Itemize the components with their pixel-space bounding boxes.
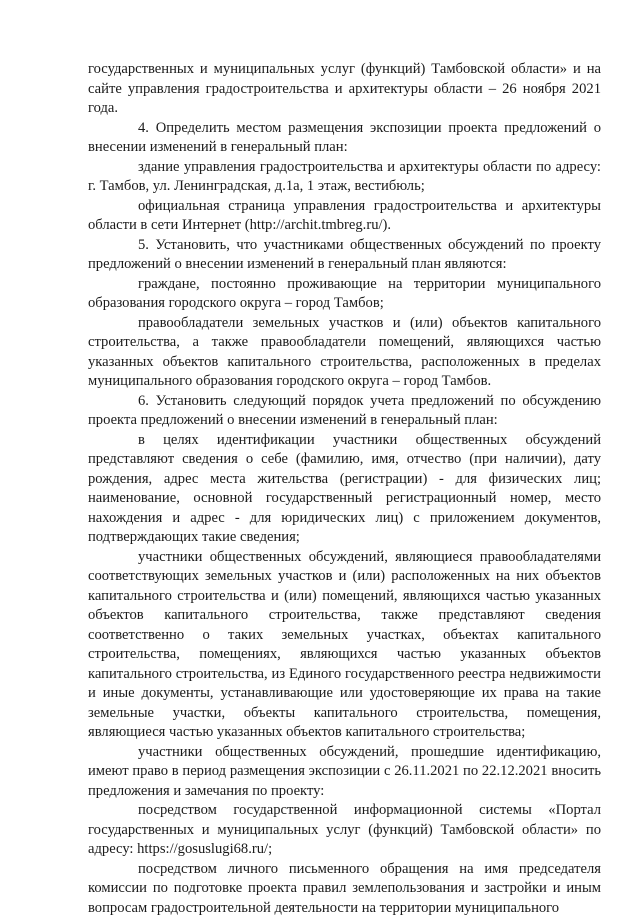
paragraph-item-6: 6. Установить следующий порядок учета предложений по обсуждению проекта предложений о внесении изменений в генеральный план: xyxy=(88,392,601,431)
paragraph-item-5: 5. Установить, что участниками общественных обсуждений по проекту предложений о внесении изменений в генеральный план являются: xyxy=(88,236,601,275)
paragraph-via-portal: посредством государственной информационной системы «Портал государственных и муниципальных услуг (функций) Тамбовской области» по адресу: https://gosuslugi68.ru/; xyxy=(88,801,601,860)
paragraph-rights-holders-info: участники общественных обсуждений, являющиеся правообладателями соответствующих земельных участков и (или) расположенных на них объектов капитального строительства и (или) помещений, являющихся частью указанных объектов капитального строительства, также представляют сведения соответственно о таких земельных участках, объектах капитального строительства, помещениях, являющихся частью указанных объектов капитального строительства, из Единого государственного реестра недвижимости и иные документы, устанавливающие или удостоверяющие их права на такие земельные участки, объекты капитального строительства, помещения, являющиеся частью указанных объектов капитального строительства; xyxy=(88,548,601,743)
paragraph-via-written-appeal: посредством личного письменного обращения на имя председателя комиссии по подготовке проекта правил землепользования и застройки и иным вопросам градостроительной деятельности на территории муниципального xyxy=(88,860,601,918)
document-page xyxy=(88,60,601,918)
paragraph-identification: в целях идентификации участники общественных обсуждений представляют сведения о себе (фамилию, имя, отчество (при наличии), дату рождения, адрес места жительства (регистрации) - для физических лиц; наименование, основной государственный регистрационный номер, место нахождения и адрес - для юридических лиц) с приложением документов, подтверждающих такие сведения; xyxy=(88,431,601,548)
paragraph-citizens: граждане, постоянно проживающие на территории муниципального образования городского округа – город Тамбов; xyxy=(88,275,601,314)
paragraph-official-website: официальная страница управления градостроительства и архитектуры области в сети Интернет (http://archit.tmbreg.ru/). xyxy=(88,197,601,236)
paragraph-continuation: государственных и муниципальных услуг (функций) Тамбовской области» и на сайте управления градостроительства и архитектуры области – 26 ноября 2021 года. xyxy=(88,60,601,119)
paragraph-item-4: 4. Определить местом размещения экспозиции проекта предложений о внесении изменений в генеральный план: xyxy=(88,119,601,158)
paragraph-exposition-address: здание управления градостроительства и архитектуры области по адресу: г. Тамбов, ул. Ленинградская, д.1а, 1 этаж, вестибюль; xyxy=(88,158,601,197)
paragraph-submission-period: участники общественных обсуждений, прошедшие идентификацию, имеют право в период размещения экспозиции с 26.11.2021 по 22.12.2021 вносить предложения и замечания по проекту: xyxy=(88,743,601,802)
paragraph-rights-holders: правообладатели земельных участков и (или) объектов капитального строительства, а также правообладатели помещений, являющихся частью указанных объектов капитального строительства, расположенных в пределах муниципального образования городского округа – город Тамбов. xyxy=(88,314,601,392)
